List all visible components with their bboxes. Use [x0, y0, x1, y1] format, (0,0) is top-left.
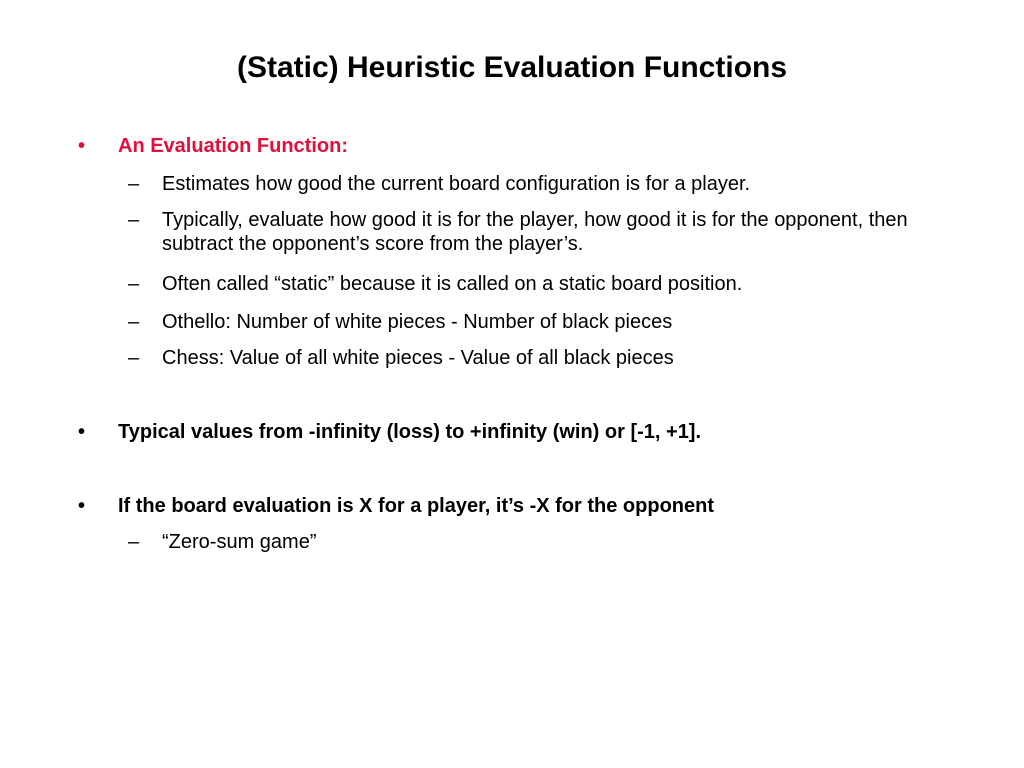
bullet-marker: • [78, 421, 86, 443]
sub-item-text: “Zero-sum game” [162, 531, 317, 553]
sub-item-text: Typically, evaluate how good it is for the player, how good it is for the opponent, then subtract the opponent’s score from the player’s. [162, 209, 908, 255]
slide-title: (Static) Heuristic Evaluation Functions [236, 51, 788, 84]
sub-item-text: Often called “static” because it is called on a static board position. [162, 273, 743, 295]
sub-marker: – [128, 273, 140, 295]
sub-item-text: Estimates how good the current board configuration is for a player. [162, 173, 751, 195]
sub-marker: – [128, 311, 140, 333]
bullet-text: Typical values from -infinity (loss) to +infinity (win) or [-1, +1]. [118, 421, 702, 443]
sub-marker: – [128, 209, 140, 231]
sub-marker: – [128, 531, 140, 553]
bullet-marker: • [78, 135, 86, 157]
bullet-marker: • [78, 495, 86, 517]
sub-marker: – [128, 347, 140, 369]
bullet-text: An Evaluation Function: [118, 135, 348, 157]
bullet-text: If the board evaluation is X for a player, it’s -X for the opponent [118, 495, 715, 517]
sub-item-text: Othello: Number of white pieces - Number of black pieces [162, 311, 673, 333]
sub-marker: – [128, 173, 140, 195]
sub-item-text: Chess: Value of all white pieces - Value of all black pieces [162, 347, 674, 369]
